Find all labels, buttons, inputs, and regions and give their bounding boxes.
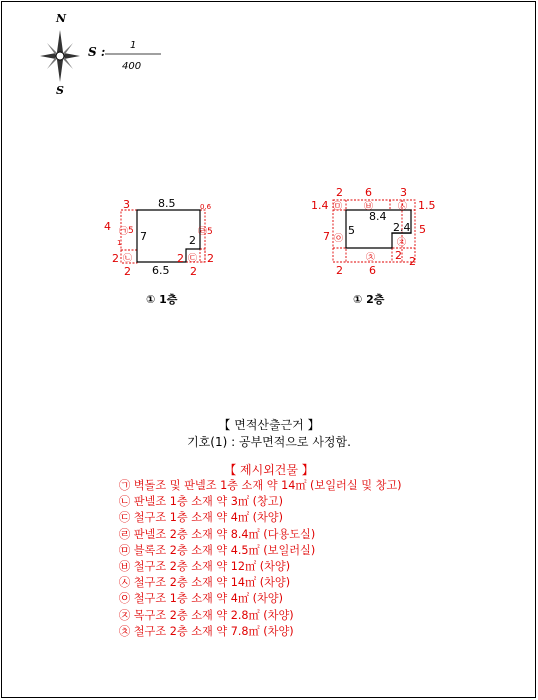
floor2-dim-ext-top-mid: 6 [365, 186, 372, 199]
floor2-dim-ext-top-right: 3 [400, 186, 407, 199]
area-basis-note: 기호(1) : 공부면적으로 사정함. [187, 435, 351, 449]
floor1-dim-top: 8.5 [158, 197, 176, 210]
floor1-dim-ext-top-left: 3 [123, 198, 130, 211]
floor1-dim-ext-r-bottom: 2 [190, 265, 197, 278]
list-item: ㉢ 철구조 1층 소재 약 4㎡ (차양) [119, 511, 283, 525]
floor2-marker-right: ㉨ [397, 238, 407, 248]
floor2-dim-notch: 2.4 [393, 221, 411, 234]
extra-buildings-title: 【 제시외건물 】 [224, 463, 314, 477]
floor2-caption: ① 2층 [353, 293, 385, 306]
list-item: ㉥ 철구조 2층 소재 약 12㎡ (차양) [119, 559, 291, 573]
floor1-dim-small-left: 1 [117, 239, 122, 247]
floor1-dim-ext-bl-bottom: 2 [124, 265, 131, 278]
area-basis-title: 【 면적산출근거 】 [218, 418, 320, 432]
floor1-caption: ① 1층 [146, 293, 178, 306]
floor1-dim-ext-br-right: 2 [207, 252, 214, 265]
compass-rose-icon [40, 30, 80, 82]
floor2-dim-ext-right: 5 [419, 223, 426, 236]
floor1-dim-ext-br-left: 2 [177, 252, 184, 265]
scale-prefix: S : [88, 45, 106, 59]
floor2-dim-ext-left-top: 1.4 [311, 199, 329, 212]
scale-numerator: 1 [130, 40, 137, 51]
floor2-dim-ext-right-top: 1.5 [418, 199, 436, 212]
floor2-dim-ext-bottom-mid-vert: 2 [409, 255, 416, 268]
floor2-dim-ext-bottom-mid: 6 [369, 264, 376, 277]
floor2-dim-ext-left: 7 [323, 230, 330, 243]
list-item: ㉣ 판넬조 2층 소재 약 8.4㎡ (다용도실) [119, 527, 316, 541]
floor2-marker-left: ㉧ [334, 234, 344, 244]
floor2-dim-top-main: 8.4 [369, 210, 387, 223]
scale-denominator: 400 [122, 61, 142, 72]
list-item: ㉨ 목구조 2층 소재 약 2.8㎡ (차양) [119, 608, 294, 622]
floor2-marker-top-right: ㉦ [398, 202, 408, 212]
floor2-dim-ext-notch-bottom: 2 [395, 249, 402, 262]
floor1-marker-c: ㉢ [188, 254, 198, 264]
floor2-marker-top-left: ㉤ [333, 202, 343, 212]
floor2-dim-left-main: 5 [348, 224, 355, 237]
extra-buildings-list [119, 478, 402, 640]
floor2-marker-top-mid: ㉥ [364, 202, 374, 212]
floor1-dim-ext-top-right: 0.6 [200, 203, 212, 211]
floor1-marker-a: ㉠ [119, 227, 129, 237]
list-item: ㉠ 벽돌조 및 판넬조 1층 소재 약 14㎡ (보일러실 및 창고) [119, 479, 402, 492]
floor2-dim-ext-top-left: 2 [336, 186, 343, 199]
floor2-marker-bottom: ㉩ [366, 253, 376, 263]
floor1-dim-ext-tl-width: 5 [128, 226, 134, 236]
floor1-dim-left-main: 7 [140, 230, 147, 243]
compass-north-label: N [56, 12, 67, 25]
floor1-dim-ext-bl-left: 2 [112, 252, 119, 265]
floor1-dim-ext-right: 5 [207, 227, 213, 237]
floor1-marker-b: ㉡ [123, 254, 133, 264]
list-item: ㉩ 철구조 2층 소재 약 7.8㎡ (차양) [119, 624, 294, 638]
floor1-dim-notch: 2 [189, 234, 196, 247]
list-item: ㉧ 철구조 1층 소재 약 4㎡ (차양) [119, 592, 283, 606]
floor1-dim-ext-left: 4 [104, 220, 111, 233]
floor2-dim-ext-bottom-left: 2 [336, 264, 343, 277]
list-item: ㉡ 판넬조 1층 소재 약 3㎡ (창고) [119, 495, 283, 509]
compass-south-label: S [56, 84, 64, 97]
list-item: ㉤ 블록조 2층 소재 약 4.5㎡ (보일러실) [119, 543, 316, 557]
floor1-marker-d: ㉣ [198, 227, 208, 237]
floor1-dim-bottom: 6.5 [152, 264, 170, 277]
list-item: ㉦ 철구조 2층 소재 약 14㎡ (차양) [119, 576, 291, 590]
